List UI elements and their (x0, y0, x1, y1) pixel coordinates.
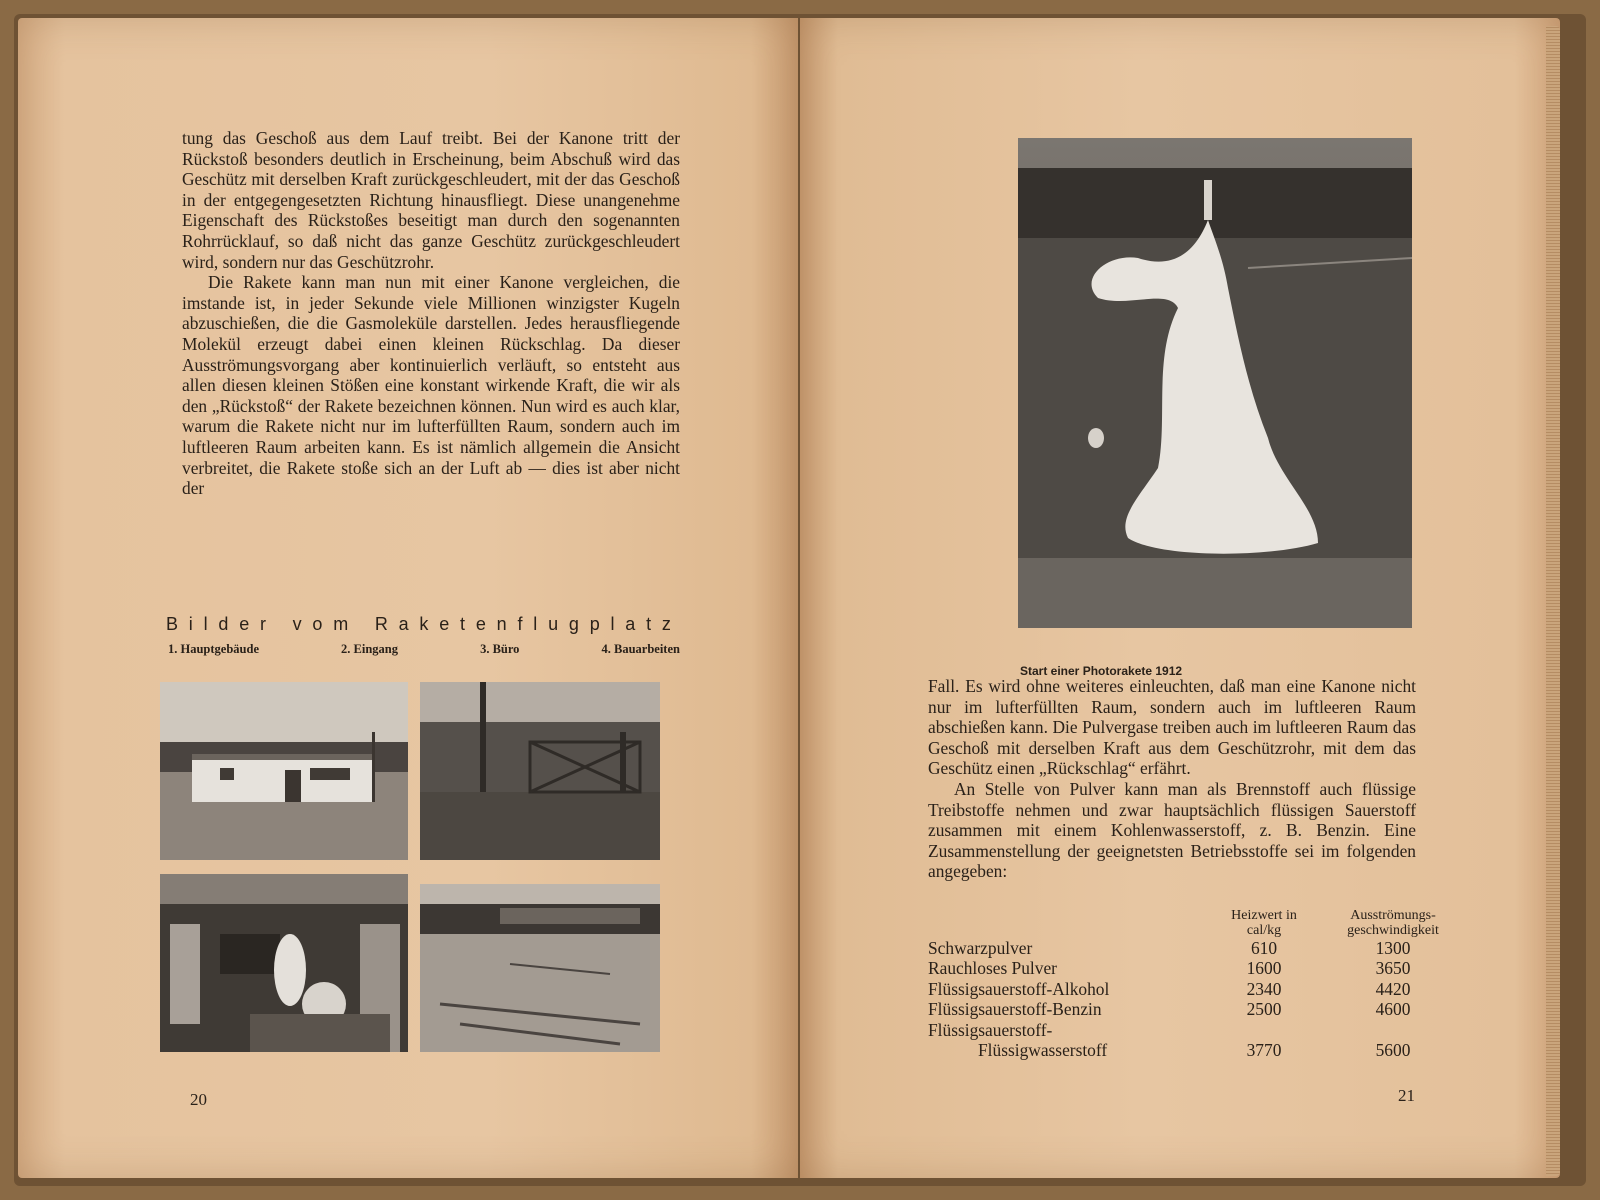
photo-entrance (420, 682, 660, 860)
photo-office (160, 874, 408, 1052)
right-paragraph-2: An Stelle von Pulver kann man als Brennstoff auch flüssige Treibstoffe nehmen und zwar hauptsächlich flüssigen Sauerstoff zusammen mit einem Kohlenwasserstoff, z. B. Benzin. Eine Zusammenstellung der geeignetsten Betriebsstoffe sei im folgenden angegeben: (928, 778, 1416, 882)
table-row: Flüssigsauerstoff- (928, 1019, 1053, 1040)
table-row: Schwarzpulver 610 1300 (928, 938, 1411, 958)
open-book (14, 14, 1586, 1186)
caption-item: 1. Hauptgebäude (168, 642, 259, 656)
table-row: Rauchloses Pulver 1600 3650 (928, 958, 1411, 979)
header-heat-value: Heizwert in cal/kg (1231, 908, 1297, 938)
photo-series-title: Bilder vom Raketenflugplatz (166, 614, 682, 634)
left-paragraph-1: tung das Geschoß aus dem Lauf treibt. Bei der Kanone tritt der Rückstoß besonders deutlich in Erscheinung, beim Abschuß wird das Geschütz mit derselben Kraft zurückgeschleudert, mit der das Geschoß in der entgegengesetzten Richtung hinausfliegt. Diese unangenehme Eigenschaft des Rückstoßes beseitigt man durch den sogenannten Rohrrücklauf, so daß nicht das ganze Geschütz zurückgeschleudert wird, sondern nur das Geschützrohr. (182, 128, 680, 272)
page-number-left: 20 (190, 1090, 207, 1109)
table-row: Flüssigsauerstoff-Alkohol 2340 4420 (928, 978, 1411, 999)
fuel-table-header (928, 908, 1468, 938)
right-paragraph-1: Fall. Es wird ohne weiteres einleuchten, daß man eine Kanone nicht nur im lufterfüllten Raum, sondern auch im luftleeren Raum abschießen kann. Die Pulvergase treiben auch im luftleeren Raum das Geschoß mit derselben Kraft aus dem Geschützrohr, mit dem das Geschütz einen „Rückschlag“ erfährt. (928, 676, 1416, 779)
left-page (18, 18, 798, 1178)
table-row: Flüssigsauerstoff-Benzin 2500 4600 (928, 999, 1411, 1020)
fuel-table (928, 908, 1468, 1060)
page-number-right: 21 (1398, 1086, 1415, 1105)
photo-rocket-launch (1018, 138, 1412, 628)
photo-main-building (160, 682, 408, 860)
right-text-block (928, 676, 1416, 882)
header-exhaust-speed: Ausströmungs- geschwindigkeit (1347, 908, 1439, 938)
caption-item: 2. Eingang (341, 642, 399, 656)
photo-construction (420, 884, 660, 1052)
caption-item: 3. Büro (480, 642, 520, 656)
caption-item: 4. Bauarbeiten (601, 642, 680, 656)
table-row: Flüssigwasserstoff 3770 5600 (978, 1040, 1411, 1061)
left-paragraph-2: Die Rakete kann man nun mit einer Kanone vergleichen, die imstande ist, in jeder Sekunde viele Millionen winzigster Kugeln abzuschießen, die die Gasmoleküle darstellen. Jedes herausfliegende Molekül erzeugt dabei einen kleinen Rückschlag. Da dieser Ausströmungsvorgang aber kontinuierlich verläuft, so entsteht aus allen diesen kleinen Stößen eine konstant wirkende Kraft, die wir als den „Rückstoß“ der Rakete bezeichnen können. Nun wird es auch klar, warum die Rakete nicht nur im lufterfüllten Raum, sondern auch im luftleeren Raum arbeiten kann. Es ist nämlich allgemein die Ansicht verbreitet, die Rakete stoße sich an der Luft ab — dies ist aber nicht der (182, 272, 680, 499)
page-edge (1546, 26, 1560, 1176)
photo-series-captions (168, 642, 680, 657)
right-page (800, 18, 1560, 1178)
left-text-block (182, 128, 680, 499)
rocket-photo-caption: Start einer Photorakete 1912 (1020, 664, 1183, 678)
